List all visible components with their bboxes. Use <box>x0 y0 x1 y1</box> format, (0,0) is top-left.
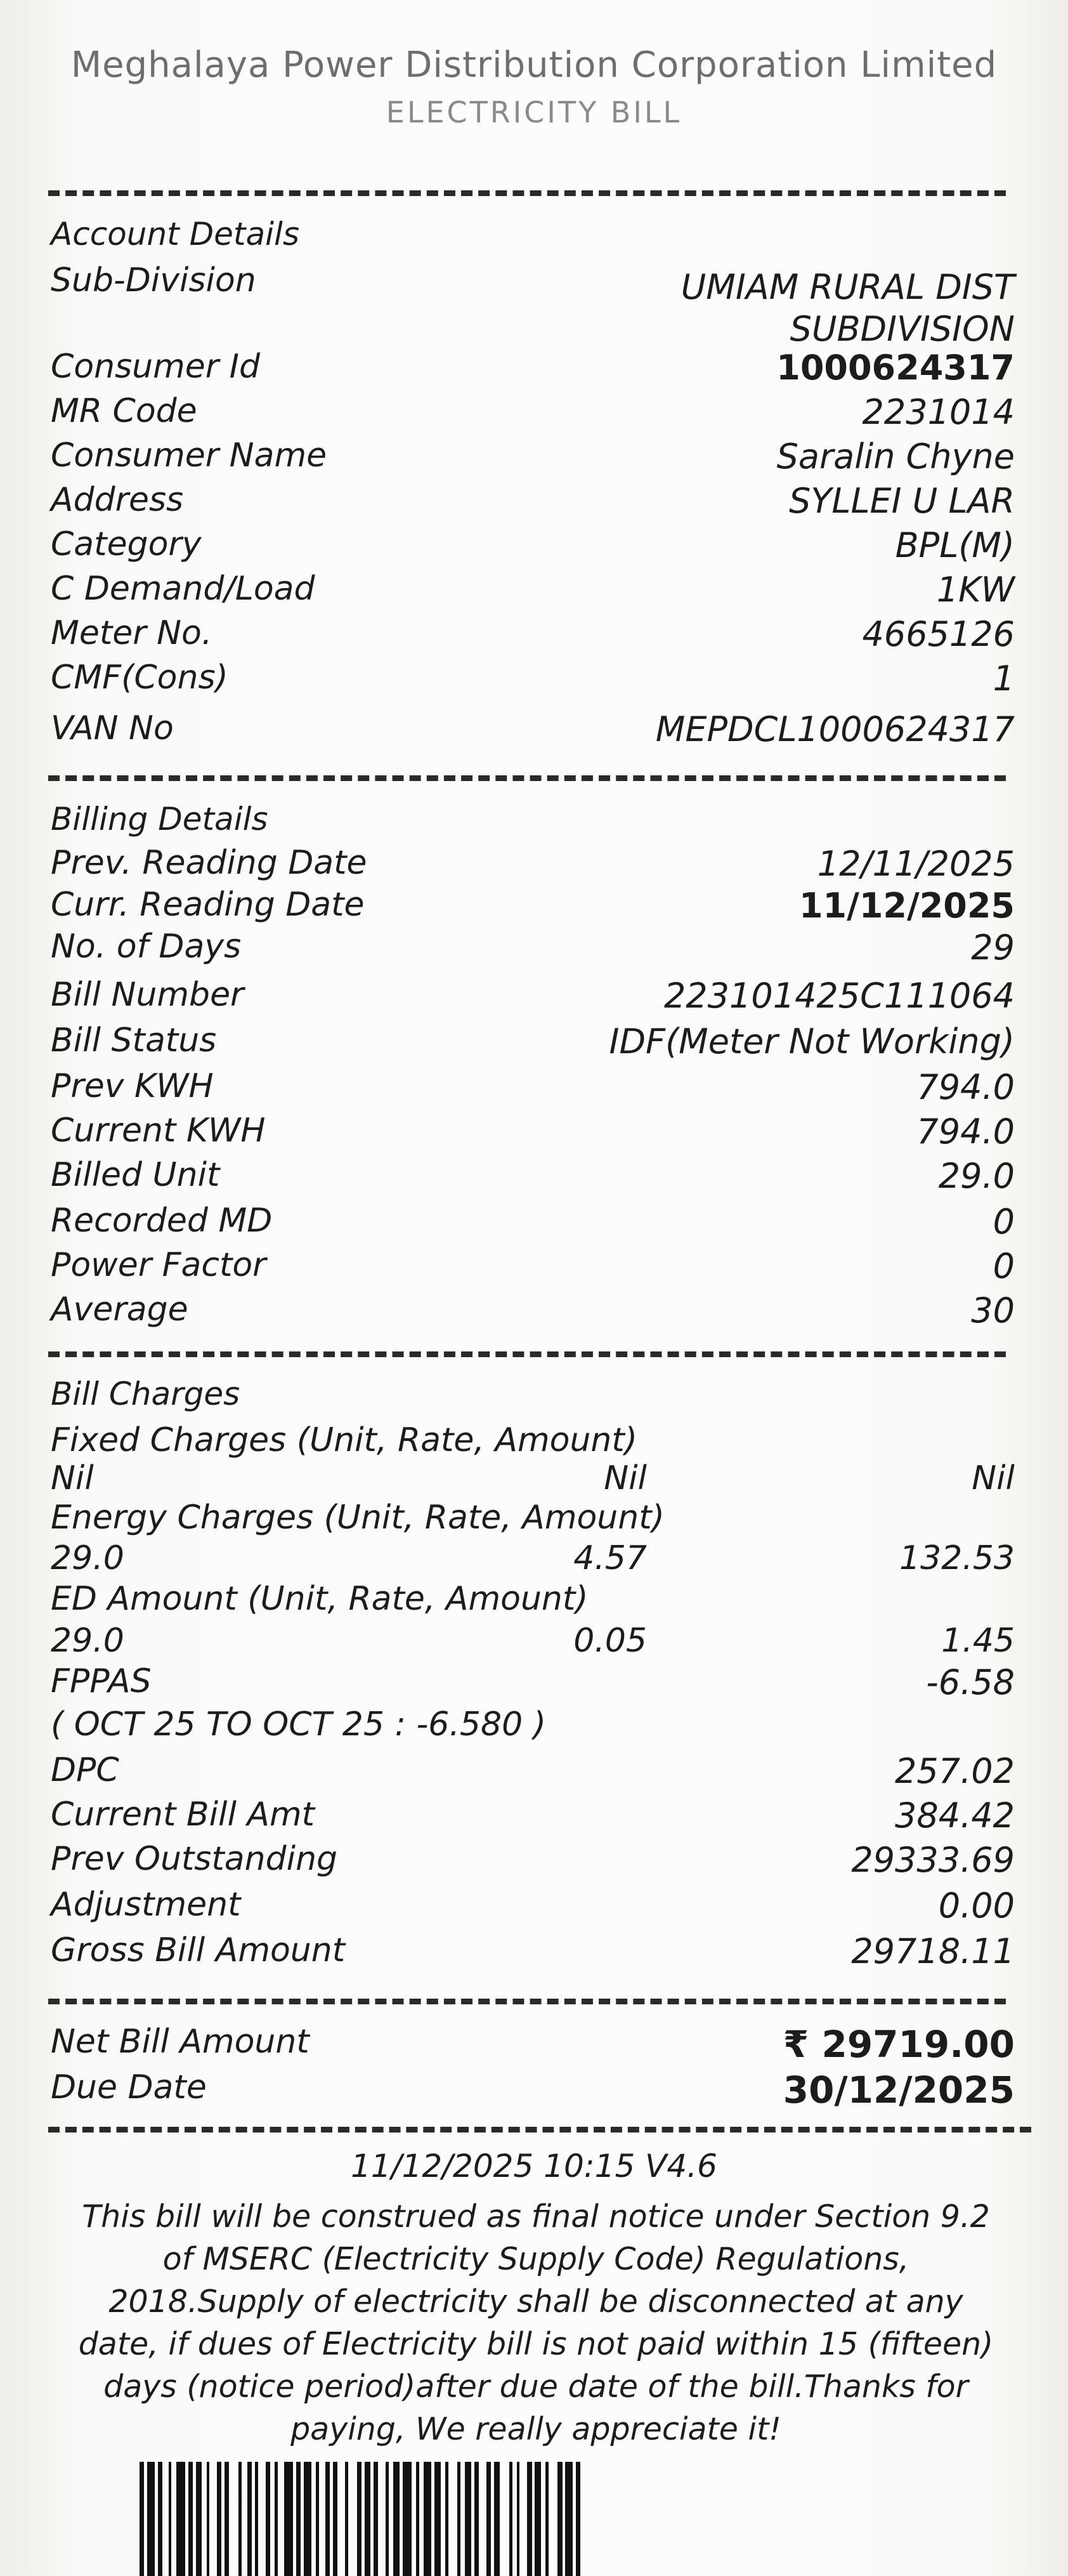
subdivision-value: UMIAM RURAL DIST SUBDIVISION <box>681 267 1015 349</box>
row-label: Curr. Reading Date <box>51 886 365 924</box>
row-label: Average <box>51 1291 188 1329</box>
consumer-id-value: 1000624317 <box>776 348 1015 388</box>
company-name: Meghalaya Power Distribution Corporation Limited <box>70 44 998 86</box>
row-value: 29718.11 <box>851 1931 1015 1971</box>
row-label: No. of Days <box>51 928 242 966</box>
account-row-cmf <box>51 659 1015 703</box>
barcode <box>140 2462 951 2576</box>
barcode-bar <box>229 2462 238 2576</box>
barcode-bar <box>465 2462 471 2576</box>
barcode-bar <box>311 2462 316 2576</box>
billing-row-bill-number <box>51 976 1015 1020</box>
net-bill-row <box>51 2023 1015 2067</box>
row-label: Prev. Reading Date <box>51 844 367 882</box>
row-label: MR Code <box>51 392 197 430</box>
billing-row-average <box>51 1291 1015 1335</box>
charges-row-dpc <box>51 1751 1015 1796</box>
barcode-bar <box>576 2462 580 2576</box>
barcode-bar <box>296 2462 301 2576</box>
row-value: 1KW <box>936 570 1015 610</box>
billing-row-no-of-days <box>51 928 1015 972</box>
barcode-bar <box>278 2462 284 2576</box>
barcode-bar <box>460 2462 465 2576</box>
row-value: 223101425C111064 <box>663 976 1015 1016</box>
row-value: SYLLEI U LAR <box>789 481 1015 521</box>
row-value: 0 <box>993 1202 1015 1242</box>
barcode-bar <box>140 2462 144 2576</box>
row-label: Prev Outstanding <box>51 1840 338 1878</box>
curr-reading-date-value: 11/12/2025 <box>798 886 1015 926</box>
barcode-bar <box>527 2462 531 2576</box>
fppas-note: ( OCT 25 TO OCT 25 : -6.580 ) <box>51 1705 546 1744</box>
fixed-charges-heading: Fixed Charges (Unit, Rate, Amount) <box>51 1421 638 1459</box>
row-value: 4665126 <box>862 614 1015 654</box>
account-row-van-no <box>51 709 1015 754</box>
row-label: Bill Number <box>51 976 244 1014</box>
barcode-bar <box>247 2462 252 2576</box>
barcode-bar <box>266 2462 270 2576</box>
net-bill-label: Net Bill Amount <box>51 2023 309 2061</box>
row-value: IDF(Meter Not Working) <box>609 1022 1015 1061</box>
barcode-bar <box>448 2462 457 2576</box>
billing-row-billed-unit <box>51 1156 1015 1200</box>
barcode-bar <box>357 2462 361 2576</box>
account-row-meter-no <box>51 614 1015 659</box>
account-row-demand-load <box>51 570 1015 614</box>
barcode-bar <box>217 2462 221 2576</box>
barcode-bar <box>225 2462 229 2576</box>
billing-row-prev-kwh <box>51 1067 1015 1112</box>
row-value: 794.0 <box>916 1067 1015 1107</box>
row-value: 794.0 <box>916 1112 1015 1152</box>
barcode-bar <box>557 2462 562 2576</box>
row-label: CMF(Cons) <box>51 659 228 697</box>
unit-cell: Nil <box>51 1459 94 1497</box>
net-bill-value: ₹ 29719.00 <box>783 2023 1015 2066</box>
barcode-bar <box>176 2462 185 2576</box>
barcode-bar <box>258 2462 266 2576</box>
barcode-bar <box>512 2462 517 2576</box>
barcode-bar <box>171 2462 176 2576</box>
row-value: 12/11/2025 <box>817 844 1015 884</box>
account-section-title: Account Details <box>51 216 299 253</box>
billing-row-current-kwh <box>51 1112 1015 1156</box>
account-row-consumer-name <box>51 437 1015 481</box>
barcode-bar <box>486 2462 491 2576</box>
charges-row-prev-outstanding <box>51 1840 1015 1884</box>
barcode-bar <box>158 2462 162 2576</box>
billing-row-bill-status <box>51 1022 1015 1066</box>
energy-charges-heading: Energy Charges (Unit, Rate, Amount) <box>51 1499 665 1537</box>
barcode-bar <box>337 2462 345 2576</box>
rate-cell: 4.57 <box>573 1539 647 1577</box>
barcode-bar <box>365 2462 371 2576</box>
fixed-charges-row <box>51 1459 1015 1504</box>
row-label: Consumer Name <box>51 437 327 475</box>
barcode-bar <box>188 2462 193 2576</box>
row-label: Adjustment <box>51 1886 241 1924</box>
row-label: Prev KWH <box>51 1067 214 1105</box>
row-value: MEPDCL1000624317 <box>655 709 1015 749</box>
row-label: Gross Bill Amount <box>51 1931 346 1969</box>
barcode-bar <box>535 2462 541 2576</box>
due-date-label: Due Date <box>51 2068 207 2106</box>
row-label: Recorded MD <box>51 1202 273 1240</box>
unit-cell: 29.0 <box>51 1622 124 1660</box>
barcode-bar <box>500 2462 509 2576</box>
ed-amount-row <box>51 1622 1015 1666</box>
divider <box>48 190 1006 196</box>
charges-row-fppas <box>51 1662 1015 1707</box>
row-value: 29.0 <box>938 1156 1015 1196</box>
account-row-address <box>51 481 1015 525</box>
barcode-bar <box>242 2462 248 2576</box>
account-row-category <box>51 525 1015 570</box>
barcode-bar <box>474 2462 479 2576</box>
barcode-bar <box>519 2462 527 2576</box>
barcode-bar <box>325 2462 330 2576</box>
row-value: BPL(M) <box>895 525 1015 565</box>
row-label: Bill Status <box>51 1022 217 1060</box>
barcode-bar <box>348 2462 357 2576</box>
row-value: 257.02 <box>895 1751 1015 1791</box>
barcode-bar <box>419 2462 424 2576</box>
amount-cell: 132.53 <box>899 1539 1015 1577</box>
row-value: 30 <box>971 1291 1015 1331</box>
account-row-consumer-id <box>51 348 1015 392</box>
energy-charges-row <box>51 1539 1015 1584</box>
rate-cell: Nil <box>604 1459 647 1497</box>
barcode-bar <box>378 2462 386 2576</box>
barcode-bar <box>541 2462 545 2576</box>
due-date-row <box>51 2068 1015 2113</box>
row-label: Current Bill Amt <box>51 1796 315 1834</box>
amount-cell: Nil <box>972 1459 1015 1497</box>
charges-section-title: Bill Charges <box>51 1376 240 1412</box>
row-label: VAN No <box>51 709 174 747</box>
barcode-bar <box>434 2462 441 2576</box>
barcode-bar <box>162 2462 169 2576</box>
due-date-value: 30/12/2025 <box>783 2068 1015 2112</box>
row-label: FPPAS <box>51 1662 152 1700</box>
charges-row-gross-bill <box>51 1931 1015 1976</box>
barcode-bar <box>441 2462 445 2576</box>
row-value: 2231014 <box>862 392 1015 432</box>
barcode-bar <box>202 2462 206 2576</box>
barcode-bar <box>333 2462 337 2576</box>
divider <box>48 1351 1006 1357</box>
barcode-bar <box>389 2462 393 2576</box>
row-value: 29 <box>971 928 1015 968</box>
billing-row-curr-reading-date <box>51 886 1015 930</box>
row-label: Power Factor <box>51 1246 266 1284</box>
barcode-bar <box>580 2462 587 2576</box>
unit-cell: 29.0 <box>51 1539 124 1577</box>
row-label: Consumer Id <box>51 348 261 386</box>
barcode-bar <box>304 2462 311 2576</box>
divider <box>48 1999 1006 2004</box>
barcode-bar <box>393 2462 400 2576</box>
row-value: Saralin Chyne <box>776 437 1015 476</box>
row-value: 384.42 <box>895 1796 1015 1836</box>
print-timestamp: 11/12/2025 10:15 V4.6 <box>351 2148 717 2185</box>
billing-row-prev-reading-date <box>51 844 1015 888</box>
amount-cell: 1.45 <box>941 1622 1015 1660</box>
barcode-bar <box>147 2462 155 2576</box>
barcode-bar <box>565 2462 573 2576</box>
barcode-bar <box>319 2462 325 2576</box>
billing-section-title: Billing Details <box>51 801 268 838</box>
barcode-bar <box>412 2462 416 2576</box>
disconnection-notice: This bill will be construed as final notice under Section 9.2 of MSERC (Electricity Supply Code) Regulations, 2018.Supply of electricity shall be disconnected at any date, if dues of Electricity bill is not paid within 15 (fifteen) days (notice period)after due date of the bill.Thanks for paying, We really appreciate it! <box>78 2198 994 2447</box>
row-value: 29333.69 <box>851 1840 1015 1880</box>
barcode-bar <box>374 2462 378 2576</box>
row-label: DPC <box>51 1751 119 1789</box>
divider <box>48 775 1006 781</box>
row-label: Current KWH <box>51 1112 266 1150</box>
row-label: Billed Unit <box>51 1156 220 1194</box>
barcode-bar <box>270 2462 275 2576</box>
barcode-bar <box>209 2462 217 2576</box>
row-value: 1 <box>993 659 1015 699</box>
row-value: 0.00 <box>938 1886 1015 1926</box>
barcode-bar <box>549 2462 557 2576</box>
document-type: ELECTRICITY BILL <box>386 95 682 129</box>
barcode-bar <box>424 2462 431 2576</box>
barcode-bar <box>479 2462 486 2576</box>
rate-cell: 0.05 <box>573 1622 647 1660</box>
row-label: Category <box>51 525 202 563</box>
barcode-bar <box>403 2462 412 2576</box>
charges-row-adjustment <box>51 1886 1015 1930</box>
barcode-bar <box>494 2462 500 2576</box>
row-value: 0 <box>993 1246 1015 1286</box>
barcode-bar <box>284 2462 293 2576</box>
row-label: Meter No. <box>51 614 212 652</box>
account-row-mr-code <box>51 392 1015 437</box>
charges-row-current-bill <box>51 1796 1015 1840</box>
row-label: Address <box>51 481 184 519</box>
ed-amount-heading: ED Amount (Unit, Rate, Amount) <box>51 1580 589 1618</box>
row-label: C Demand/Load <box>51 570 315 608</box>
row-value: -6.58 <box>926 1662 1015 1702</box>
billing-row-recorded-md <box>51 1202 1015 1246</box>
row-label: Sub-Division <box>51 261 256 299</box>
billing-row-power-factor <box>51 1246 1015 1291</box>
barcode-bar <box>196 2462 202 2576</box>
divider <box>48 2127 1031 2132</box>
